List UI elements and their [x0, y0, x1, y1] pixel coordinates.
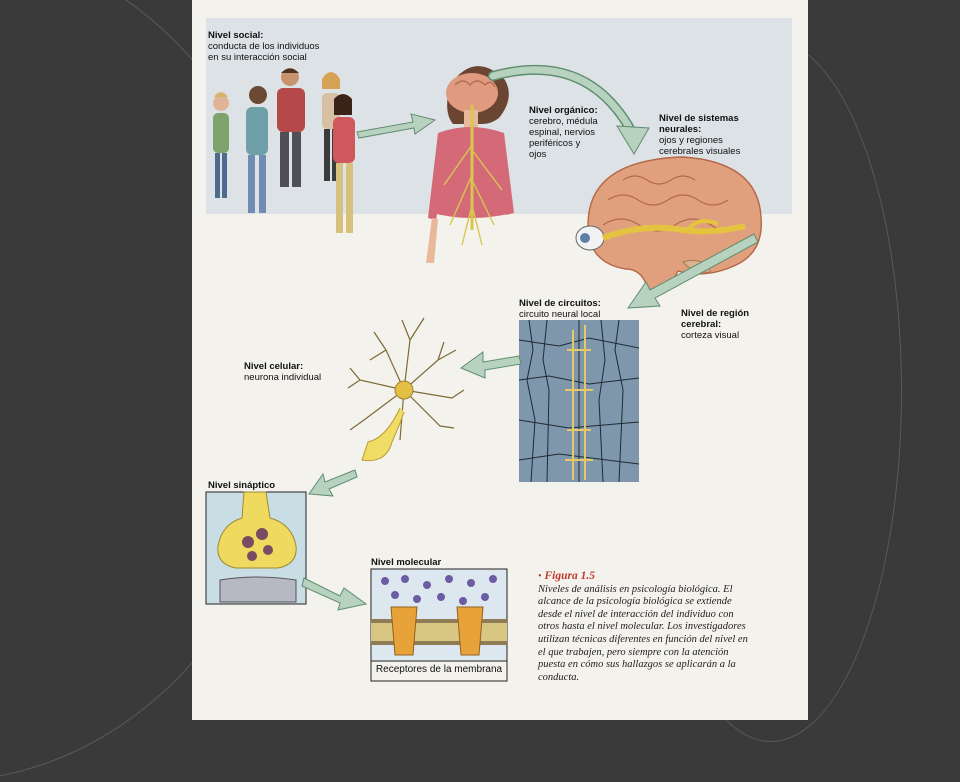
arrow-synapse-to-molecular: [300, 572, 370, 612]
label-nivel-organico: Nivel orgánico: cerebro, médula espinal, nervios periféricos y ojos: [529, 105, 598, 160]
label-nivel-celular: Nivel celular: neurona individual: [244, 361, 322, 383]
synapse-illustration: [206, 492, 306, 604]
arrow-cell-to-synapse: [307, 462, 359, 502]
arrow-brain-to-circuits: [622, 228, 762, 318]
membrane-receptors-caption: Receptores de la membrana: [375, 664, 503, 675]
label-nivel-social: Nivel social: conducta de los individuos en su interacción social: [208, 30, 320, 63]
figure-caption-text: Niveles de análisis en psicología biológica. El alcance de la psicología biológica se extiende desde el nivel de interacción del individuo con otros hasta el nivel molecular. Los investigadores utilizan técnicas diferentes en función del nivel en el que trabajen, pero siempre con la atención puesta en cómo sus hallazgos se aplicarán a la conducta.: [538, 583, 748, 683]
label-nivel-molecular: Nivel molecular: [371, 557, 442, 568]
label-nivel-sinaptico: Nivel sináptico: [208, 480, 276, 491]
neuron-illustration: [342, 308, 472, 488]
arrow-organic-to-neural-systems: [487, 62, 657, 162]
neural-circuit-micrograph: [519, 320, 639, 482]
label-nivel-sistemas-neurales: Nivel de sistemas neurales: ojos y regiones cerebrales visuales: [659, 113, 741, 157]
label-nivel-region-cerebral: Nivel de región cerebral: corteza visual: [681, 308, 750, 341]
caption-bullet: •: [538, 571, 542, 582]
book-page: [192, 0, 808, 720]
people-group-illustration: [206, 65, 366, 245]
figure-caption: [538, 570, 748, 684]
figure-number: Figura 1.5: [544, 570, 596, 582]
label-nivel-circuitos: Nivel de circuitos: circuito neural local: [519, 298, 601, 320]
